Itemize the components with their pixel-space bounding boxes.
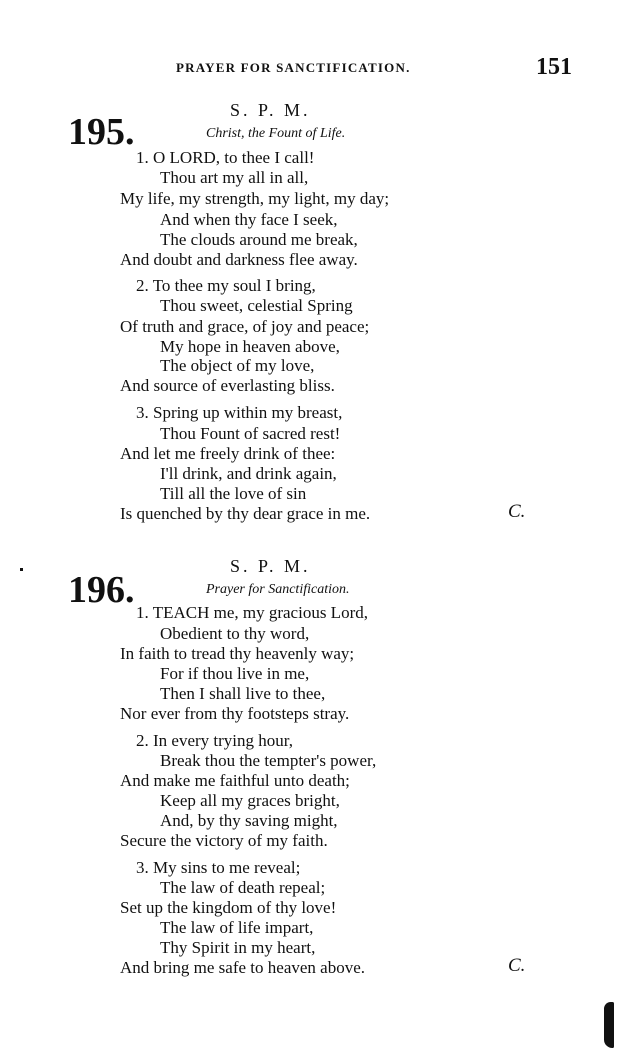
- verse-line: The law of death repeal;: [160, 878, 326, 897]
- verse-line: Keep all my graces bright,: [160, 791, 340, 810]
- verse-line: And, by thy saving might,: [160, 811, 338, 830]
- verse-line: Is quenched by thy dear grace in me.: [120, 504, 371, 523]
- verse-line: Nor ever from thy footsteps stray.: [120, 704, 350, 723]
- verse-line: 1. O LORD, to thee I call!: [136, 148, 315, 167]
- verse-line: Then I shall live to thee,: [160, 684, 326, 703]
- verse-line: Break thou the tempter's power,: [160, 751, 377, 770]
- verse-line: And doubt and darkness flee away.: [120, 250, 358, 269]
- verse-line: The clouds around me break,: [160, 230, 358, 249]
- verse-line: And source of everlasting bliss.: [120, 376, 335, 395]
- verse-line: 3. Spring up within my breast,: [136, 403, 343, 422]
- verse-line: The object of my love,: [160, 356, 315, 375]
- verse-line: And bring me safe to heaven above.: [120, 958, 365, 977]
- verse-line: 2. To thee my soul I bring,: [136, 276, 316, 295]
- verse-line: Secure the victory of my faith.: [120, 831, 328, 850]
- verse-line: Thou Fount of sacred rest!: [160, 424, 341, 443]
- verse-line: And let me freely drink of thee:: [120, 444, 336, 463]
- hymn-title: Christ, the Fount of Life.: [206, 126, 346, 141]
- verse-line: Obedient to thy word,: [160, 624, 310, 643]
- hymn-title: Prayer for Sanctification.: [206, 582, 350, 597]
- verse-line: In faith to tread thy heavenly way;: [120, 644, 355, 663]
- scan-edge-shadow: [604, 1002, 614, 1048]
- verse-line: Set up the kingdom of thy love!: [120, 898, 337, 917]
- author-initial: C.: [508, 501, 526, 522]
- verse-line: 3. My sins to me reveal;: [136, 858, 301, 877]
- hymn-meter: S. P. M.: [230, 556, 311, 576]
- running-head: PRAYER FOR SANCTIFICATION.: [176, 60, 411, 75]
- hymn-meter: S. P. M.: [230, 100, 311, 120]
- hymn-number: 195.: [68, 111, 135, 153]
- verse-line: My hope in heaven above,: [160, 337, 340, 356]
- verse-line: The law of life impart,: [160, 918, 314, 937]
- verse-line: My life, my strength, my light, my day;: [120, 189, 390, 208]
- verse-line: Thou sweet, celestial Spring: [160, 296, 353, 315]
- hymn-number: 196.: [68, 569, 135, 611]
- page-number: 151: [536, 54, 572, 80]
- verse-line: I'll drink, and drink again,: [160, 464, 337, 483]
- verse-line: Till all the love of sin: [160, 484, 307, 503]
- verse-line: And make me faithful unto death;: [120, 771, 350, 790]
- verse-line: Thou art my all in all,: [160, 168, 309, 187]
- scan-speck: [20, 568, 23, 571]
- verse-line: Of truth and grace, of joy and peace;: [120, 317, 370, 336]
- verse-line: And when thy face I seek,: [160, 210, 338, 229]
- verse-line: 1. TEACH me, my gracious Lord,: [136, 603, 368, 622]
- author-initial: C.: [508, 955, 526, 976]
- verse-line: Thy Spirit in my heart,: [160, 938, 316, 957]
- verse-line: For if thou live in me,: [160, 664, 310, 683]
- verse-line: 2. In every trying hour,: [136, 731, 294, 750]
